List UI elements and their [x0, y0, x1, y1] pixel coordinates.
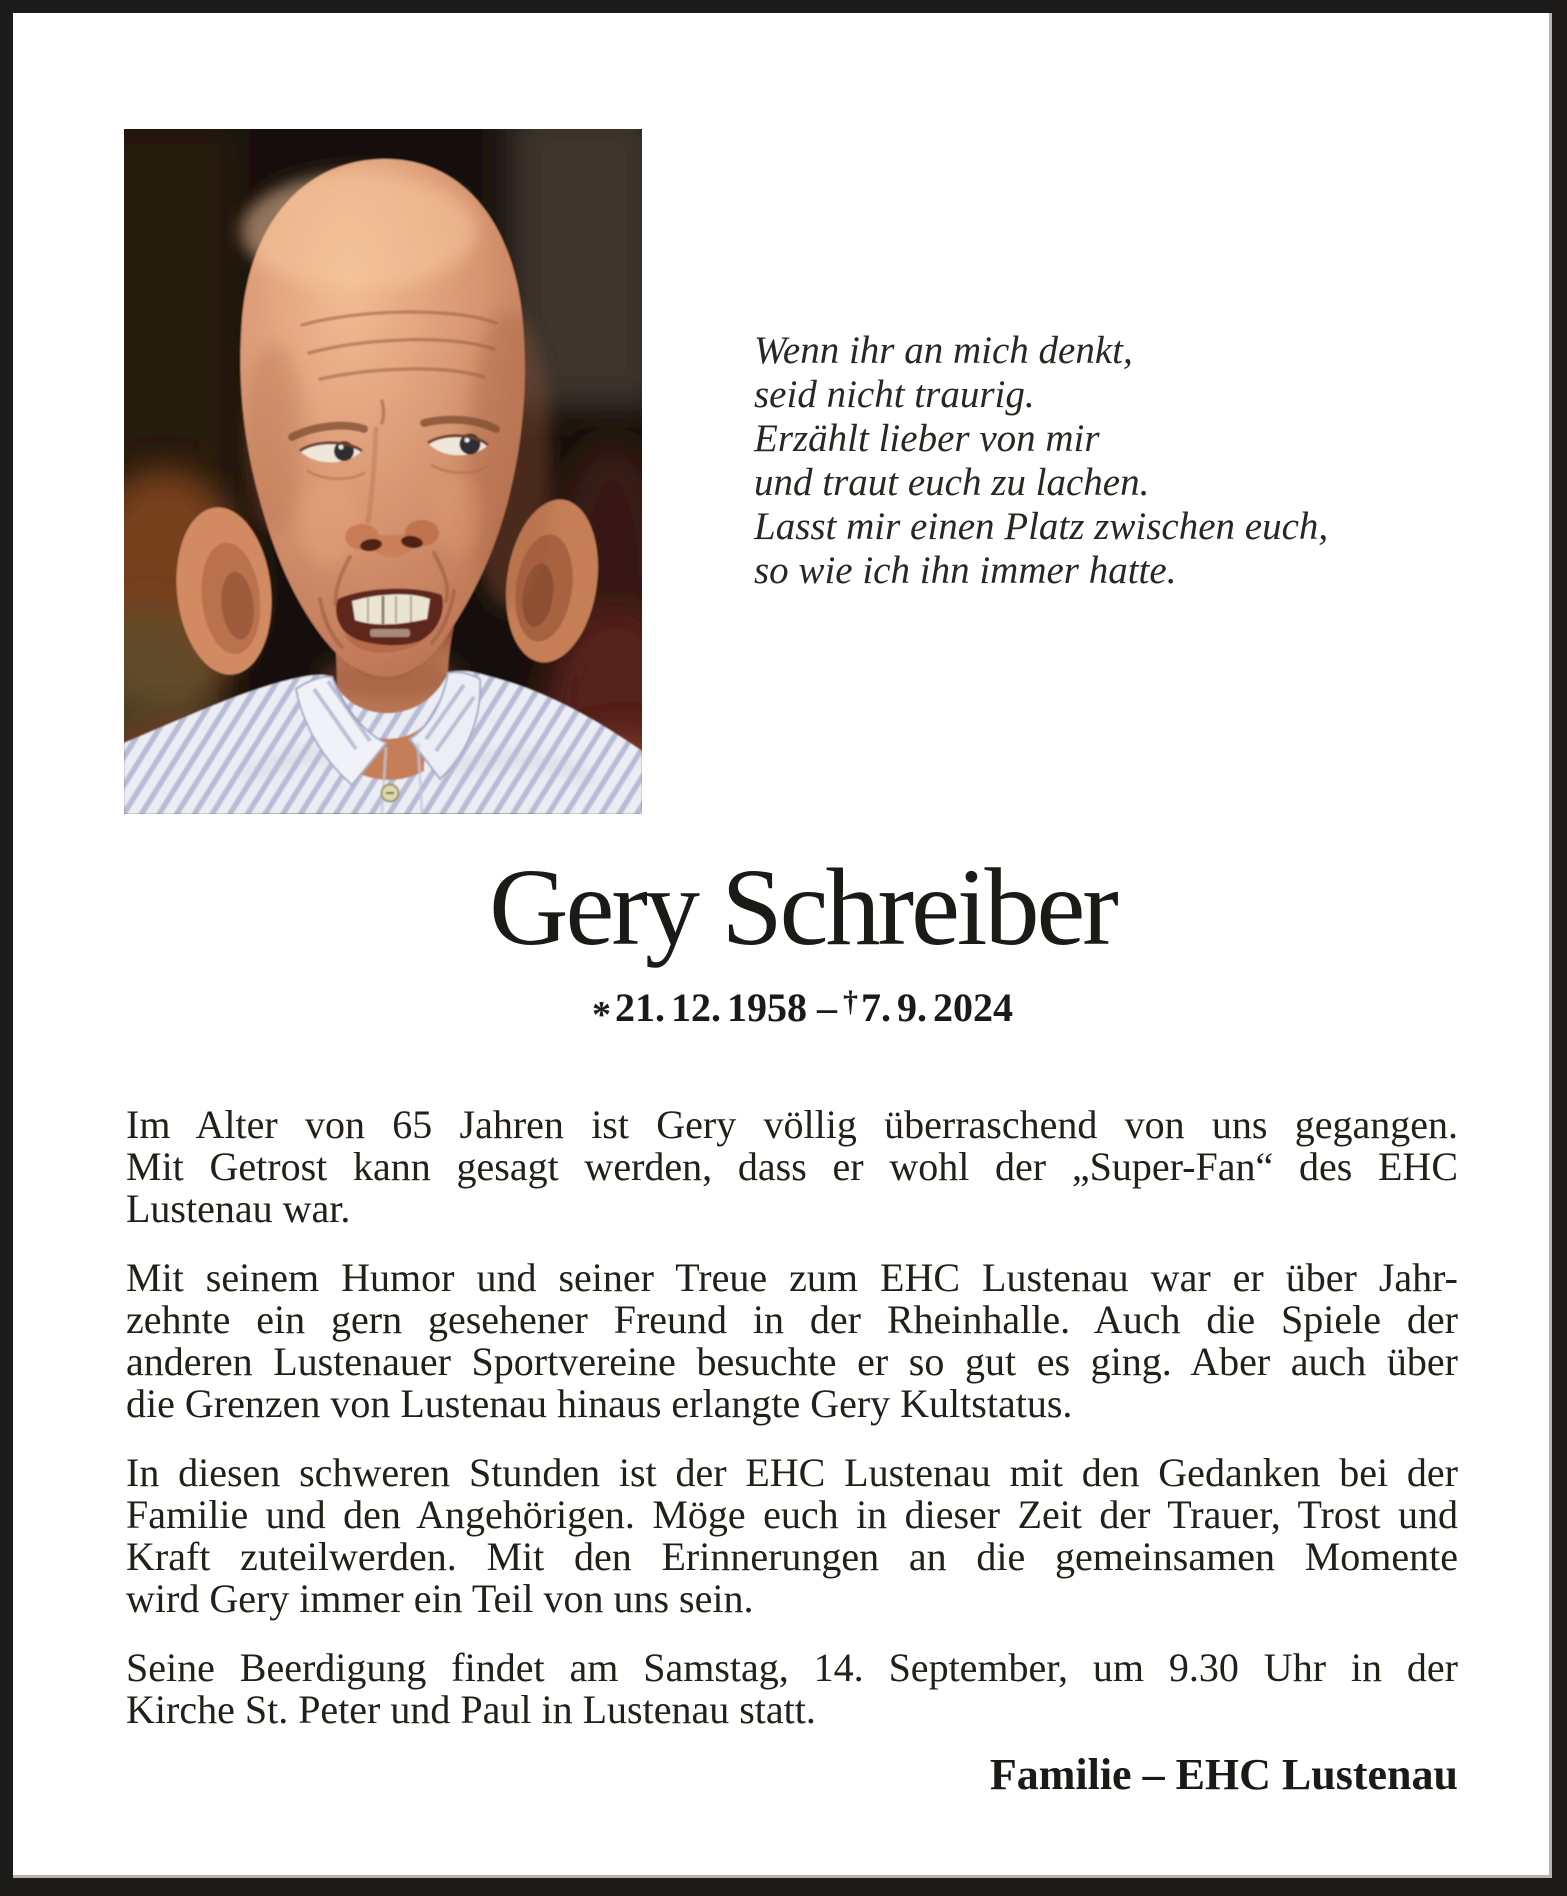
birth-date: 21. 12. 1958	[615, 985, 807, 1030]
portrait-illustration	[124, 129, 642, 814]
text-line: In diesen schweren Stunden ist der EHC Lustenau mit den Gedanken bei der	[126, 1450, 1458, 1495]
paragraph	[126, 1257, 1458, 1425]
paragraph	[126, 1452, 1458, 1620]
text-line: Kirche St. Peter und Paul in Lustenau statt.	[126, 1687, 816, 1732]
text-line: Mit seinem Humor und seiner Treue zum EHC Lustenau war er über Jahr-	[126, 1255, 1458, 1300]
verse-line: Erzählt lieber von mir	[754, 417, 1100, 460]
memorial-verse	[754, 329, 1414, 593]
text-line: Lustenau war.	[126, 1186, 351, 1231]
signature: Familie – EHC Lustenau	[989, 1750, 1458, 1799]
dates-separator: –	[817, 985, 837, 1030]
death-date: 7. 9. 2024	[861, 985, 1013, 1030]
verse-line: Wenn ihr an mich denkt,	[754, 329, 1133, 372]
text-line: anderen Lustenauer Sportvereine besuchte er so gut es ging. Aber auch über	[126, 1339, 1458, 1384]
verse-line: und traut euch zu lachen.	[754, 461, 1150, 504]
deceased-heading	[33, 846, 1567, 1036]
text-line: zehnte ein gern gesehener Freund in der Rheinhalle. Auch die Spiele der	[126, 1297, 1458, 1342]
text-line: die Grenzen von Lustenau hinaus erlangte Gery Kultstatus.	[126, 1381, 1073, 1426]
verse-line: seid nicht traurig.	[754, 373, 1035, 416]
verse-line: so wie ich ihn immer hatte.	[754, 549, 1177, 592]
paragraph	[126, 1647, 1458, 1731]
obituary-text	[126, 1104, 1458, 1758]
death-cross-icon: †	[843, 985, 858, 1018]
text-line: Mit Getrost kann gesagt werden, dass er wohl der „Super-Fan“ des EHC	[126, 1144, 1458, 1189]
portrait-photo	[124, 129, 642, 814]
text-line: Familie und den Angehörigen. Möge euch in dieser Zeit der Trauer, Trost und	[126, 1492, 1458, 1537]
life-dates	[33, 982, 1567, 1035]
paragraph	[126, 1104, 1458, 1230]
text-line: Kraft zuteilwerden. Mit den Erinnerungen an die gemeinsamen Momente	[126, 1534, 1458, 1579]
text-line: Im Alter von 65 Jahren ist Gery völlig überraschend von uns gegangen.	[126, 1102, 1458, 1147]
birth-star-icon: *	[592, 994, 611, 1036]
text-line: Seine Beerdigung findet am Samstag, 14. September, um 9.30 Uhr in der	[126, 1645, 1458, 1690]
deceased-name: Gery Schreiber	[489, 846, 1116, 968]
verse-line: Lasst mir einen Platz zwischen euch,	[754, 505, 1329, 548]
text-line: wird Gery immer ein Teil von uns sein.	[126, 1576, 754, 1621]
